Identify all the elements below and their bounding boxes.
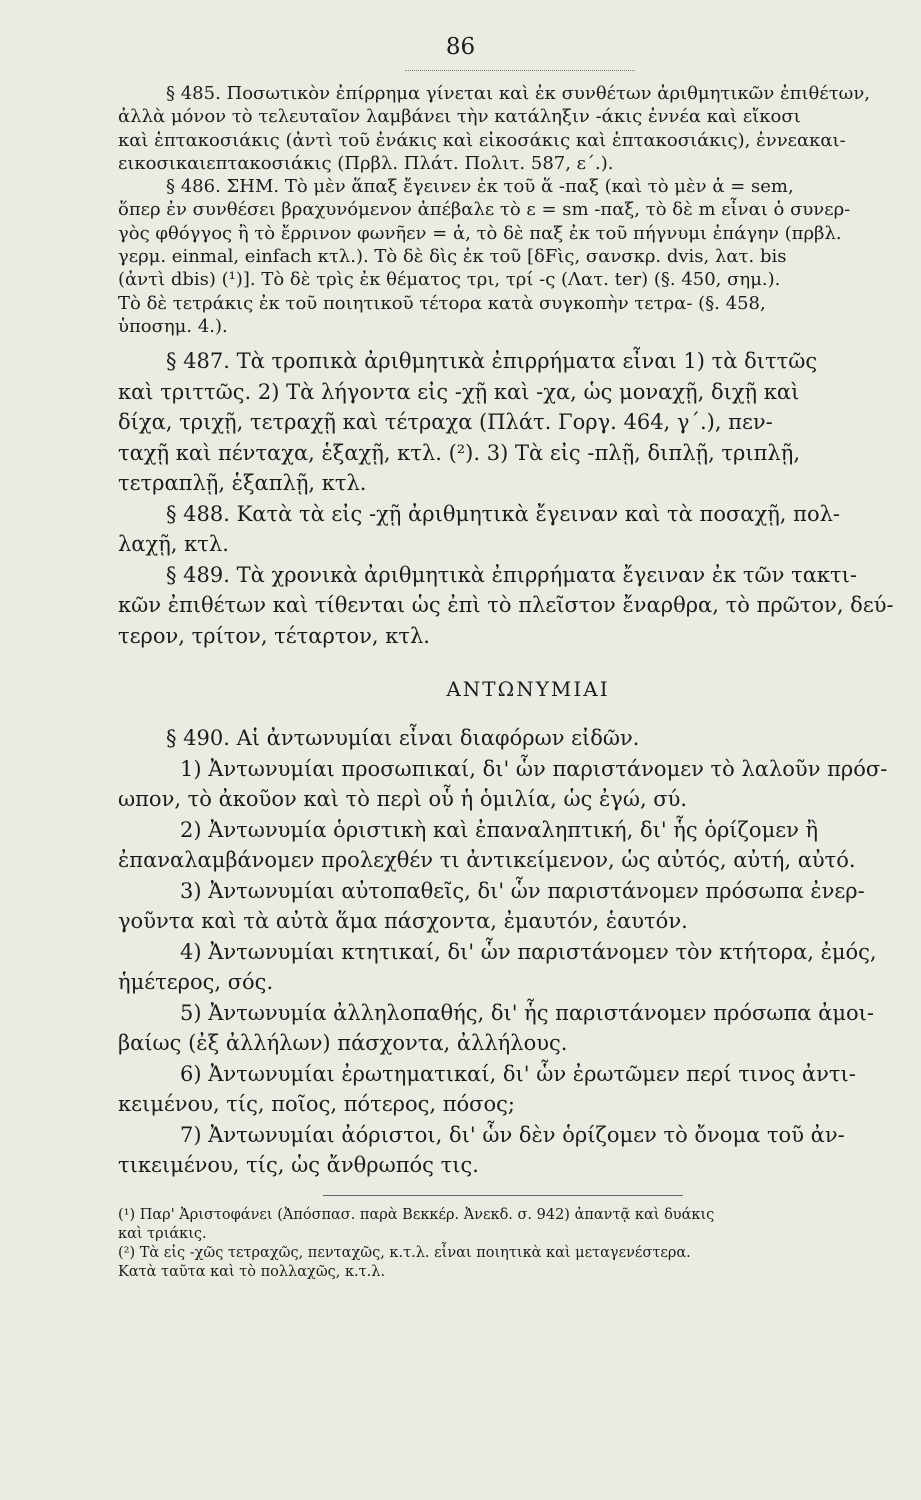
text-line: § 485. Ποσωτικὸν ἐπίρρημα γίνεται καὶ ἐκ συνθέτων ἀριθμητικῶν ἐπιθέτων,	[166, 83, 871, 104]
text-line: § 489. Τὰ χρονικὰ ἀριθμητικὰ ἐπιρρήματα ἔγειναν ἐκ τῶν τακτι-	[166, 562, 857, 587]
chapter-heading: ΑΝΤΩΝΥΜΙΑΙ	[446, 677, 610, 702]
section-485	[118, 82, 888, 175]
text-line: τερον, τρίτον, τέταρτον, κτλ.	[118, 623, 430, 648]
text-line: ἡμέτερος, σός.	[118, 970, 274, 995]
page-number: 86	[445, 34, 476, 60]
list-item	[118, 815, 888, 876]
text-line: γερμ. einmal, einfach κτλ.). Τὸ δὲ δὶς ἐκ τοῦ [δFὶς, σανσκρ. dvis, λατ. bis	[118, 246, 787, 268]
text-line: ἐπαναλαμβάνομεν προλεχθέν τι ἀντικείμενον, ὡς αὐτός, αὐτή, αὐτό.	[118, 848, 856, 873]
text-line: καὶ ἑπτακοσιάκις (ἀντὶ τοῦ ἐνάκις καὶ εἰκοσάκις καὶ ἑπτακοσιάκις), ἐννεακαι-	[118, 129, 846, 151]
text-line: γὸς φθόγγος ἢ τὸ ἔρρινον φωνῆεν = ἁ, τὸ δὲ παξ ἐκ τοῦ πήγνυμι ἐπάγην (πρβλ.	[118, 222, 842, 244]
text-line: 2) Ἀντωνυμία ὁριστικὴ καὶ ἐπαναληπτική, δι' ἧς ὁρίζομεν ἢ	[180, 817, 819, 842]
text-line: δίχα, τριχῇ, τετραχῇ καὶ τέτραχα (Πλάτ. Γοργ. 464, γ΄.), πεν-	[118, 410, 773, 435]
section-487	[118, 346, 888, 499]
text-line: 5) Ἀντωνυμία ἀλληλοπαθής, δι' ἧς παριστάνομεν πρόσωπα ἀμοι-	[180, 1000, 874, 1025]
section-488	[118, 499, 888, 560]
list-item	[118, 937, 888, 998]
text-line: 7) Ἀντωνυμίαι ἀόριστοι, δι' ὧν δὲν ὁρίζομεν τὸ ὄνομα τοῦ ἀν-	[180, 1122, 845, 1147]
header-rule	[405, 70, 635, 71]
text-line: τικειμένου, τίς, ὡς ἄνθρωπός τις.	[118, 1153, 479, 1178]
footnote-line: καὶ τριάκις.	[118, 1225, 207, 1242]
footnote-separator	[323, 1195, 683, 1196]
text-line: § 487. Τὰ τροπικὰ ἀριθμητικὰ ἐπιρρήματα εἶναι 1) τὰ διττῶς	[166, 349, 818, 374]
text-line: εικοσικαιεπτακοσιάκις (Πρβλ. Πλάτ. Πολιτ. 587, ε΄.).	[118, 152, 614, 174]
footnote-line: (²) Τὰ εἰς -χῶς τετραχῶς, πενταχῶς, κ.τ.λ. εἶναι ποιητικὰ καὶ μεταγενέστερα.	[118, 1244, 691, 1261]
text-line: γοῦντα καὶ τὰ αὐτὰ ἅμα πάσχοντα, ἐμαυτόν, ἑαυτόν.	[118, 909, 688, 934]
text-line: ωπον, τὸ ἀκοῦον καὶ τὸ περὶ οὗ ἡ ὁμιλία, ὡς ἐγώ, σύ.	[118, 787, 688, 812]
list-item	[118, 754, 888, 815]
text-line: 4) Ἀντωνυμίαι κτητικαί, δι' ὧν παριστάνομεν τὸν κτήτορα, ἐμός,	[180, 939, 877, 964]
text-line: καὶ τριττῶς. 2) Τὰ λήγοντα εἰς -χῇ καὶ -χα, ὡς μοναχῇ, διχῇ καὶ	[118, 379, 800, 404]
text-line: 6) Ἀντωνυμίαι ἐρωτηματικαί, δι' ὧν ἐρωτῶμεν περί τινος ἀντι-	[180, 1061, 856, 1086]
section-486	[118, 175, 888, 338]
footnote-line: (¹) Παρ' Ἀριστοφάνει (Ἀπόσπασ. παρὰ Βεκκέρ. Ἀνεκδ. σ. 942) ἀπαντᾷ καὶ δυάκις	[118, 1206, 715, 1223]
section-490	[118, 723, 888, 754]
text-line: § 488. Κατὰ τὰ εἰς -χῇ ἀριθμητικὰ ἔγειναν καὶ τὰ ποσαχῇ, πολ-	[166, 501, 840, 526]
text-line: κειμένου, τίς, ποῖος, πότερος, πόσος;	[118, 1092, 515, 1117]
list-item	[118, 876, 888, 937]
footnote-line: Κατὰ ταῦτα καὶ τὸ πολλαχῶς, κ.τ.λ.	[118, 1263, 386, 1280]
page-body	[118, 82, 894, 1282]
list-item	[118, 998, 888, 1059]
text-line: Τὸ δὲ τετράκις ἐκ τοῦ ποιητικοῦ τέτορα κατὰ συγκοπὴν τετρα- (§. 458,	[118, 292, 766, 314]
text-line: βαίως (ἐξ ἀλλήλων) πάσχοντα, ἀλλήλους.	[118, 1031, 568, 1056]
text-line: 1) Ἀντωνυμίαι προσωπικαί, δι' ὧν παριστάνομεν τὸ λαλοῦν πρόσ-	[180, 756, 888, 781]
text-line: ὑποσημ. 4.).	[118, 315, 228, 337]
text-line: κῶν ἐπιθέτων καὶ τίθενται ὡς ἐπὶ τὸ πλεῖστον ἔναρθρα, τὸ πρῶτον, δεύ-	[118, 593, 894, 618]
text-line: ἀλλὰ μόνον τὸ τελευταῖον λαμβάνει τὴν κατάληξιν -άκις ἐννέα καὶ εἴκοσι	[118, 106, 801, 128]
text-line: λαχῇ, κτλ.	[118, 532, 229, 557]
text-line: ὅπερ ἐν συνθέσει βραχυνόμενον ἀπέβαλε τὸ ε = sm -παξ, τὸ δὲ m εἶναι ὁ συνερ-	[118, 199, 851, 221]
text-line: § 486. ΣΗΜ. Τὸ μὲν ἅπαξ ἔγεινεν ἐκ τοῦ ἅ -παξ (καὶ τὸ μὲν ἁ = sem,	[166, 176, 794, 198]
text-line: (ἀντὶ dbis) (¹)]. Τὸ δὲ τρὶς ἐκ θέματος τρι, τρί -ς (Λατ. ter) (§. 450, σημ.).	[118, 269, 781, 291]
text-line: τετραπλῇ, ἑξαπλῇ, κτλ.	[118, 471, 367, 496]
list-item	[118, 1059, 888, 1120]
section-489	[118, 560, 894, 652]
text-line: 3) Ἀντωνυμίαι αὐτοπαθεῖς, δι' ὧν παριστάνομεν πρόσωπα ἐνερ-	[180, 878, 865, 903]
pronoun-list	[118, 754, 888, 1181]
footnotes	[118, 1206, 888, 1282]
text-line: § 490. Αἱ ἀντωνυμίαι εἶναι διαφόρων εἰδῶν.	[166, 726, 640, 751]
list-item	[118, 1120, 888, 1181]
text-line: ταχῇ καὶ πένταχα, ἑξαχῇ, κτλ. (²). 3) Τὰ εἰς -πλῇ, διπλῇ, τριπλῇ,	[118, 440, 800, 465]
